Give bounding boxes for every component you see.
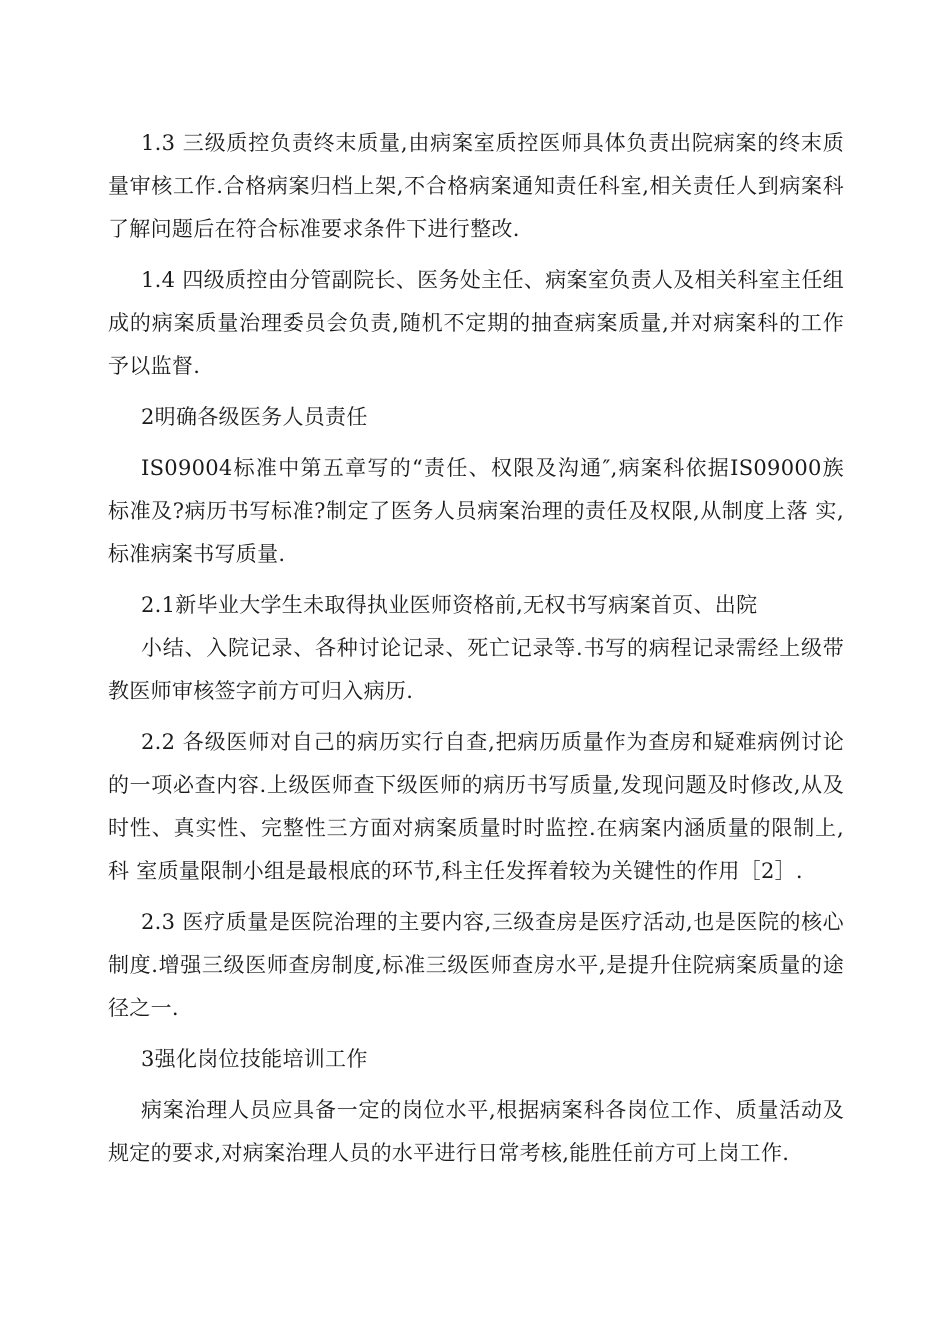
- paragraph-1-3: 1.3 三级质控负责终末质量,由病案室质控医师具体负责出院病案的终末质量审核工作.合格病案归档上架,不合格病案通知责任科室,相关责任人到病案科 了解问题后在符合标准要求条件下进行整改.: [108, 131, 844, 241]
- paragraph-iso9004: IS09004标准中第五章写的“责任、权限及沟通″,病案科依据IS09000族 标准及?病历书写标准?制定了医务人员病案治理的责任及权限,从制度上落 实,标准病案书写质量.: [108, 456, 844, 566]
- paragraph-training: 病案治理人员应具备一定的岗位水平,根据病案科各岗位工作、质量活动及规定的要求,对病案治理人员的水平进行日常考核,能胜任前方可上岗工作.: [108, 1098, 844, 1165]
- paragraph-2-2: 2.2 各级医师对自己的病历实行自查,把病历质量作为查房和疑难病例讨论的一项必查内容.上级医师查下级医师的病历书写质量,发现问题及时修改,从及 时性、真实性、完整性三方面对病案质量时时监控.在病案内涵质量的限制上,科 室质量限制小组是最根底的环节,科主任发挥着较为关键性的作用［2］.: [108, 730, 844, 883]
- document-body: [108, 122, 844, 1183]
- paragraph-1-4: 1.4 四级质控由分管副院长、医务处主任、病案室负责人及相关科室主任组成的病案质量治理委员会负责,随机不定期的抽查病案质量,并对病案科的工作予以监督.: [108, 268, 844, 378]
- paragraph-2-1: 2.1新毕业大学生未取得执业医师资格前,无权书写病案首页、出院: [141, 593, 758, 617]
- section-heading-2: 2明确各级医务人员责任: [141, 405, 368, 429]
- paragraph-2-3: 2.3 医疗质量是医院治理的主要内容,三级查房是医疗活动,也是医院的核心 制度.增强三级医师查房制度,标准三级医师查房水平,是提升住院病案质量的途 径之一.: [108, 910, 844, 1020]
- paragraph-2-1-continued: 小结、入院记录、各种讨论记录、死亡记录等.书写的病程记录需经上级带教医师审核签字前方可归入病历.: [108, 636, 844, 703]
- section-heading-3: 3强化岗位技能培训工作: [141, 1047, 368, 1071]
